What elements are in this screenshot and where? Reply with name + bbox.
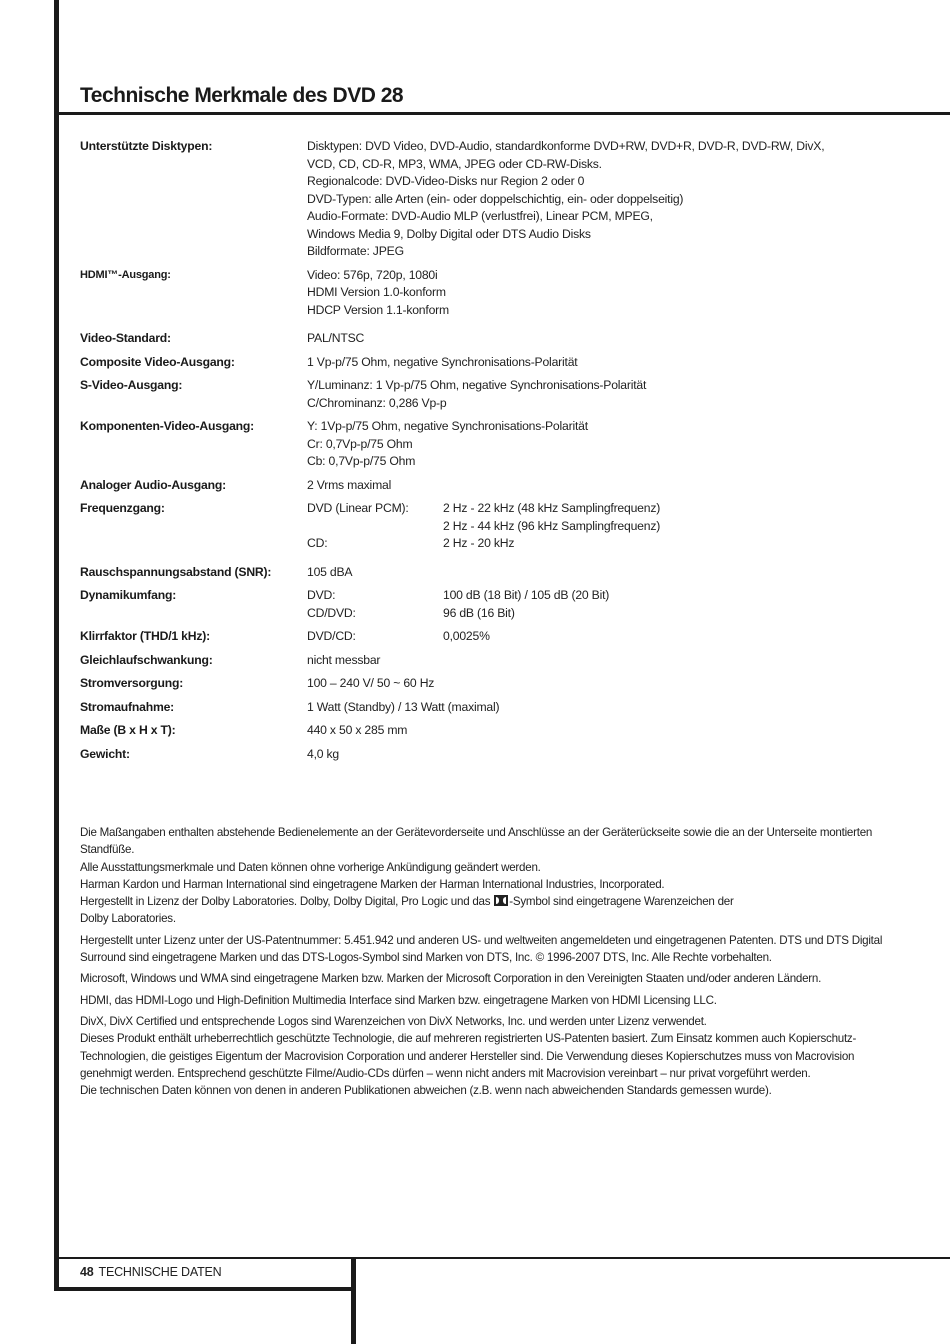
spec-label: Analoger Audio-Ausgang:: [80, 477, 226, 492]
spec-row-svideo: [80, 377, 920, 412]
spec-value: [307, 587, 920, 622]
spec-row-consumption: [80, 699, 920, 717]
footnote: Microsoft, Windows und WMA sind eingetragene Marken bzw. Marken der Microsoft Corporation in den Vereinigten Staaten und/oder anderen Ländern.: [80, 972, 822, 986]
spec-row-weight: [80, 746, 920, 764]
spec-line: Y: 1Vp-p/75 Ohm, negative Synchronisations-Polarität: [307, 419, 588, 433]
footer-rule-thick: [54, 1287, 354, 1291]
spec-line: Disktypen: DVD Video, DVD-Audio, standardkonforme DVD+RW, DVD+R, DVD-R, DVD-RW, DivX,: [307, 139, 825, 153]
spec-label: Video-Standard:: [80, 331, 171, 345]
footnotes: [80, 824, 900, 1099]
spec-label: Gleichlaufschwankung:: [80, 652, 213, 667]
spec-line: Cr: 0,7Vp-p/75 Ohm: [307, 436, 413, 451]
spec-value: 1 Vp-p/75 Ohm, negative Synchronisations-Polarität: [307, 354, 578, 369]
spec-value: PAL/NTSC: [307, 331, 365, 345]
footnote: HDMI, das HDMI-Logo und High-Definition Multimedia Interface sind Marken bzw. eingetragene Marken von HDMI Licensing LLC.: [80, 993, 717, 1007]
spec-line: HDMI Version 1.0-konform: [307, 285, 446, 299]
spec-row-dimensions: [80, 722, 920, 740]
footnote: Die technischen Daten können von denen in anderen Publikationen abweichen (z.B. wenn nach abweichenden Standards gemessen wurde).: [80, 1084, 772, 1098]
dolby-double-d-icon: [494, 895, 508, 906]
spec-value: [307, 267, 920, 320]
spec-row-hdmi: [80, 267, 920, 320]
sub-value: 0,0025%: [443, 629, 490, 643]
sub-row: [307, 605, 920, 623]
spec-label: HDMI™-Ausgang:: [80, 268, 171, 281]
spec-label: Gewicht:: [80, 746, 130, 761]
spec-value: [307, 377, 920, 412]
sub-row: [307, 628, 920, 646]
spec-line: Audio-Formate: DVD-Audio MLP (verlustfrei), Linear PCM, MPEG,: [307, 209, 653, 223]
spec-value: [307, 500, 920, 553]
footnote-text: -Symbol sind eingetragene Warenzeichen der: [509, 895, 734, 909]
spec-row-disc: [80, 138, 920, 261]
footnote-dolby: [80, 893, 900, 928]
spec-label: Unterstützte Disktypen:: [80, 139, 213, 153]
footnote: Dieses Produkt enthält urheberrechtlich geschützte Technologie, die auf mehreren registrierten US-Patenten basiert. Zum Einsatz kommen auch Kopierschutz-Technologien, die geistiges Eigentum der Macrovision Corporation und anderer Hersteller sind. Die Verwendung dieses Kopierschutzes muss von Macrovision genehmigt werden. Entsprechend geschützte Filme/Audio-CDs dürfen – wenn nicht anders mit Macrovision vereinbart – nur privat vorgeführt werden.: [80, 1032, 857, 1080]
spec-value: 100 – 240 V/ 50 ~ 60 Hz: [307, 676, 435, 690]
spec-value: 1 Watt (Standby) / 13 Watt (maximal): [307, 699, 500, 714]
sub-key: [307, 518, 443, 536]
spec-line: DVD-Typen: alle Arten (ein- oder doppelschichtig, ein- oder doppelseitig): [307, 191, 684, 206]
spec-label: Composite Video-Ausgang:: [80, 354, 235, 369]
spec-line: Y/Luminanz: 1 Vp-p/75 Ohm, negative Synchronisations-Polarität: [307, 378, 647, 392]
sub-value: 2 Hz - 44 kHz (96 kHz Samplingfrequenz): [443, 518, 661, 533]
spec-value: 105 dBA: [307, 564, 353, 579]
spec-row-analog-audio: [80, 477, 920, 495]
spec-line: Regionalcode: DVD-Video-Disks nur Region 2 oder 0: [307, 174, 585, 188]
spec-row-dynamic: [80, 587, 920, 622]
spec-value: [307, 418, 920, 471]
footnote: Alle Ausstattungsmerkmale und Daten können ohne vorherige Ankündigung geändert werden.: [80, 860, 541, 874]
sub-row: [307, 500, 920, 518]
spec-label: Stromversorgung:: [80, 676, 184, 690]
spec-row-snr: [80, 564, 920, 582]
sub-key: CD/DVD:: [307, 605, 356, 620]
sub-row: [307, 518, 920, 536]
sub-key: CD:: [307, 536, 328, 550]
title-rule: [54, 112, 950, 115]
spec-line: HDCP Version 1.1-konform: [307, 302, 449, 317]
sub-key: DVD/CD:: [307, 629, 356, 643]
sub-value: 2 Hz - 22 kHz (48 kHz Samplingfrequenz): [443, 501, 661, 515]
page-number: 48: [80, 1265, 94, 1279]
spec-line: Cb: 0,7Vp-p/75 Ohm: [307, 454, 416, 468]
spec-line: Windows Media 9, Dolby Digital oder DTS Audio Disks: [307, 226, 591, 241]
sub-value: 2 Hz - 20 kHz: [443, 536, 515, 550]
spec-label: Frequenzgang:: [80, 501, 165, 515]
footnote: Die Maßangaben enthalten abstehende Bedienelemente an der Gerätevorderseite und Anschlüsse an der Geräterückseite sowie die an der Unterseite montierten Standfüße.: [80, 826, 873, 857]
footnote: DivX, DivX Certified und entsprechende Logos sind Warenzeichen von DivX Networks, Inc. und werden unter Lizenz verwendet.: [80, 1014, 707, 1028]
footer-divider: [351, 1257, 356, 1344]
spec-table: [80, 138, 920, 763]
spec-row-thd: [80, 628, 920, 646]
spec-row-wow: [80, 652, 920, 670]
footer-rule: [54, 1257, 950, 1259]
spec-label: Maße (B x H x T):: [80, 723, 176, 737]
sub-row: [307, 587, 920, 605]
footnote: Harman Kardon und Harman International sind eingetragene Marken der Harman International Industries, Incorporated.: [80, 877, 665, 891]
sub-key: DVD:: [307, 588, 336, 602]
spec-line: VCD, CD, CD-R, MP3, WMA, JPEG oder CD-RW-Disks.: [307, 156, 602, 171]
spec-label: Stromaufnahme:: [80, 699, 175, 714]
page-footer: [80, 1265, 221, 1279]
spec-row-composite: [80, 354, 920, 372]
spec-label: Klirrfaktor (THD/1 kHz):: [80, 629, 210, 643]
spec-label: Dynamikumfang:: [80, 588, 177, 602]
spec-row-frequency: [80, 500, 920, 553]
spec-value: [307, 628, 920, 646]
sub-value: 96 dB (16 Bit): [443, 605, 515, 620]
spec-row-component: [80, 418, 920, 471]
spec-value: nicht messbar: [307, 652, 381, 667]
spec-value: [307, 138, 920, 261]
footnote: Hergestellt unter Lizenz unter der US-Patentnummer: 5.451.942 und anderen US- und weltweiten angemeldeten und eingetragenen Patenten. DTS und DTS Digital Surround sind eingetragene Marken und das DTS-Logos-Symbol sind Marken von DTS, Inc. © 1996-2007 DTS, Inc. Alle Rechte vorbehalten.: [80, 933, 883, 965]
spec-value: 440 x 50 x 285 mm: [307, 723, 408, 737]
footnote-text: Dolby Laboratories.: [80, 912, 176, 926]
sub-key: DVD (Linear PCM):: [307, 501, 409, 515]
spec-line: C/Chrominanz: 0,286 Vp-p: [307, 395, 447, 410]
spec-row-power: [80, 675, 920, 693]
footnote-text: Hergestellt in Lizenz der Dolby Laboratories. Dolby, Dolby Digital, Pro Logic und das: [80, 895, 494, 909]
spec-line: Bildformate: JPEG: [307, 244, 404, 258]
spec-line: Video: 576p, 720p, 1080i: [307, 267, 438, 282]
spec-label: S-Video-Ausgang:: [80, 378, 183, 392]
spec-label: Komponenten-Video-Ausgang:: [80, 419, 254, 433]
spec-value: 4,0 kg: [307, 746, 340, 761]
sub-value: 100 dB (18 Bit) / 105 dB (20 Bit): [443, 588, 610, 602]
spec-label: Rauschspannungsabstand (SNR):: [80, 564, 272, 579]
left-margin-rule: [54, 0, 59, 1290]
spec-value: 2 Vrms maximal: [307, 477, 392, 492]
spec-row-video-standard: [80, 330, 920, 348]
page-title: Technische Merkmale des DVD 28: [80, 84, 404, 107]
sub-row: [307, 535, 920, 553]
section-name: TECHNISCHE DATEN: [98, 1265, 222, 1279]
